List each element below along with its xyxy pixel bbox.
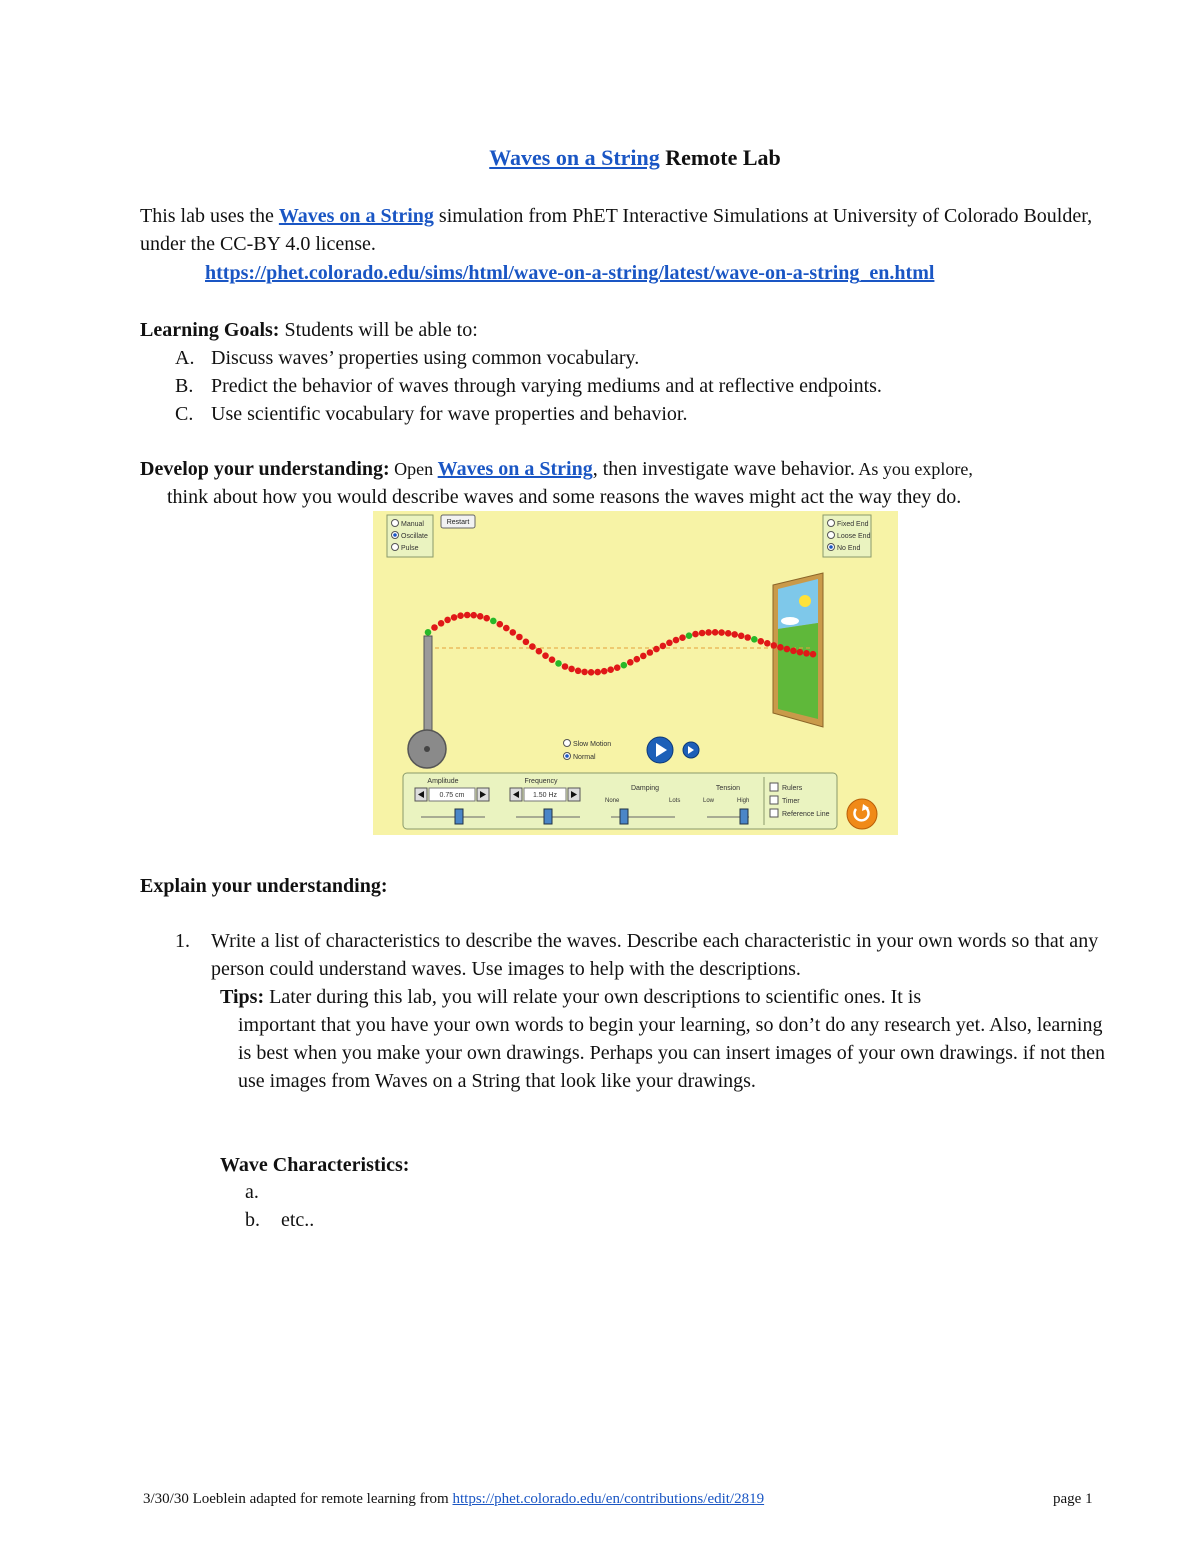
cloud-icon	[781, 617, 799, 625]
string-bead	[627, 659, 634, 666]
intro-pre: This lab uses the	[140, 205, 279, 227]
string-bead	[686, 632, 693, 639]
tips-rest: important that you have your own words to begin your learning, so don’t do any research yet. Also, learning is best when you make your own drawings. Perhaps you can insert images of your own drawings. if not then use images from Waves on a String that look like your drawings.	[238, 1014, 1106, 1092]
string-bead	[536, 648, 543, 655]
footer-text: 3/30/30 Loeblein adapted for remote learning from	[143, 1491, 453, 1507]
string-bead	[607, 666, 614, 673]
tips-block	[220, 983, 1120, 1095]
string-bead	[451, 614, 458, 621]
string-bead	[699, 630, 706, 637]
sun-icon	[799, 595, 811, 607]
end-radio-selected-dot	[829, 545, 833, 549]
string-bead	[731, 631, 738, 638]
string-bead	[744, 634, 751, 641]
tips-label: Tips:	[220, 986, 265, 1008]
string-bead	[438, 620, 445, 627]
string-bead	[647, 649, 654, 656]
question-text: Write a list of characteristics to describe the waves. Describe each characteristic in your own words so that any person could understand waves. Use images to help with the descriptions.	[211, 930, 1099, 980]
string-bead	[764, 640, 771, 647]
string-bead	[555, 660, 562, 667]
string-bead	[483, 615, 490, 622]
learning-goals-label: Learning Goals:	[140, 319, 280, 341]
string-bead	[588, 669, 595, 676]
title-rest: Remote Lab	[659, 145, 781, 170]
string-bead	[705, 629, 712, 636]
frequency-slider-thumb[interactable]	[544, 809, 552, 824]
string-bead	[523, 639, 530, 646]
string-bead	[718, 629, 725, 636]
string-bead	[673, 637, 680, 644]
string-bead	[542, 652, 549, 659]
string-bead	[562, 663, 569, 670]
mode-label-pulse: Pulse	[401, 545, 419, 552]
frequency-label: Frequency	[524, 778, 558, 785]
damping-label: Damping	[630, 785, 660, 792]
rulers-checkbox[interactable]	[770, 783, 778, 791]
develop-rest2: As you explore,	[854, 459, 973, 479]
end-radio-loose[interactable]	[828, 532, 835, 539]
oscillator-rod	[424, 636, 432, 736]
string-bead	[777, 644, 784, 651]
title-link[interactable]: Waves on a String	[489, 145, 660, 170]
string-bead	[738, 633, 745, 640]
tension-label: Tension	[715, 785, 741, 792]
string-bead	[457, 612, 464, 619]
wave-characteristic-a: a.	[245, 1181, 259, 1203]
item-text: etc..	[281, 1209, 315, 1231]
rulers-label: Rulers	[782, 785, 803, 792]
reset-all-button[interactable]	[847, 799, 877, 829]
string-bead	[470, 612, 477, 619]
damping-lots-label: Lots	[669, 798, 681, 804]
string-bead	[797, 649, 804, 656]
string-bead	[810, 651, 817, 658]
string-bead	[803, 650, 810, 657]
string-bead	[601, 668, 608, 675]
timer-checkbox[interactable]	[770, 796, 778, 804]
string-bead	[503, 625, 510, 632]
mode-radio-pulse[interactable]	[392, 544, 399, 551]
goal-item	[175, 372, 882, 400]
reference-line-label: Reference Line	[782, 811, 830, 818]
goal-letter: C.	[175, 403, 194, 425]
develop-section	[140, 455, 1130, 483]
develop-rest: , then investigate wave behavior.	[592, 458, 855, 480]
goal-letter: B.	[175, 375, 194, 397]
footer	[143, 1491, 764, 1508]
simulation-canvas	[373, 511, 898, 835]
amplitude-slider-thumb[interactable]	[455, 809, 463, 824]
wave-characteristic-b	[245, 1206, 314, 1234]
string-bead	[431, 624, 438, 631]
string-bead	[614, 664, 621, 671]
item-letter: b.	[245, 1209, 260, 1231]
mode-label-manual: Manual	[401, 521, 424, 528]
mode-label-oscillate: Oscillate	[401, 533, 428, 540]
end-label-fixed: Fixed End	[837, 521, 869, 528]
string-bead	[549, 656, 556, 663]
string-bead	[771, 642, 778, 649]
goal-text: Use scientific vocabulary for wave properties and behavior.	[211, 403, 688, 425]
mode-radio-manual[interactable]	[392, 520, 399, 527]
string-bead	[758, 638, 765, 645]
string-bead	[660, 643, 667, 650]
goal-text: Predict the behavior of waves through varying mediums and at reflective endpoints.	[211, 375, 882, 397]
learning-goals-intro: Students will be able to:	[279, 319, 478, 341]
intro-paragraph	[140, 202, 1100, 258]
string-bead	[640, 653, 647, 660]
amplitude-value: 0.75 cm	[439, 792, 465, 799]
goal-item	[175, 344, 639, 372]
string-bead	[529, 643, 536, 650]
restart-label: Restart	[446, 519, 470, 526]
string-bead	[425, 629, 432, 636]
wave-characteristics-label: Wave Characteristics:	[220, 1154, 410, 1176]
page-title	[0, 145, 1200, 171]
intro-sim-link[interactable]: Waves on a String	[278, 205, 434, 227]
tips-first-line: Later during this lab, you will relate your own descriptions to scientific ones. It is	[264, 986, 922, 1008]
end-label-loose: Loose End	[837, 533, 871, 540]
speed-label-slow: Slow Motion	[573, 741, 612, 748]
window-grass	[778, 623, 818, 719]
question-1	[175, 927, 1105, 983]
develop-label: Develop your understanding:	[140, 458, 390, 480]
damping-slider-thumb[interactable]	[620, 809, 628, 824]
string-bead	[790, 648, 797, 655]
speed-label-normal: Normal	[573, 754, 596, 761]
develop-sim-link[interactable]: Waves on a String	[437, 458, 593, 480]
end-radio-fixed[interactable]	[828, 520, 835, 527]
string-bead	[784, 646, 791, 653]
wheel-hub-icon	[424, 746, 430, 752]
speed-radio-slow[interactable]	[564, 740, 571, 747]
goal-letter: A.	[175, 347, 195, 369]
string-bead	[490, 618, 497, 625]
develop-open: Open	[389, 459, 438, 479]
page-number: page 1	[1053, 1491, 1093, 1507]
string-bead	[477, 613, 484, 620]
string-bead	[712, 629, 719, 636]
string-bead	[725, 630, 732, 637]
string-bead	[621, 662, 628, 669]
string-bead	[575, 668, 582, 675]
damping-none-label: None	[605, 798, 620, 804]
string-bead	[444, 617, 451, 624]
string-bead	[510, 629, 517, 636]
string-bead	[692, 631, 699, 638]
string-bead	[679, 634, 686, 641]
string-bead	[594, 669, 601, 676]
string-bead	[568, 666, 575, 673]
mode-radio-selected-dot	[393, 533, 397, 537]
string-bead	[516, 634, 523, 641]
goal-item	[175, 400, 687, 428]
string-bead	[581, 669, 588, 676]
reference-line-checkbox[interactable]	[770, 809, 778, 817]
develop-line2: think about how you would describe waves and some reasons the waves might act the way they do.	[167, 486, 962, 508]
end-label-no-end: No End	[837, 545, 861, 552]
tension-slider-thumb[interactable]	[740, 809, 748, 824]
learning-goals	[140, 316, 478, 344]
speed-radio-selected-dot	[565, 754, 569, 758]
tension-high-label: High	[737, 798, 750, 804]
explain-heading: Explain your understanding:	[140, 875, 388, 897]
footer-link[interactable]: https://phet.colorado.edu/en/contributions/edit/2819	[452, 1491, 765, 1507]
string-bead	[751, 636, 758, 643]
question-number: 1.	[175, 930, 190, 952]
string-bead	[653, 646, 660, 653]
timer-label: Timer	[782, 798, 800, 805]
string-bead	[666, 640, 673, 647]
sim-url-link[interactable]: https://phet.colorado.edu/sims/html/wave-on-a-string/latest/wave-on-a-string_en.html	[205, 262, 935, 284]
tension-low-label: Low	[703, 798, 715, 804]
frequency-value: 1.50 Hz	[532, 792, 558, 799]
string-bead	[497, 621, 504, 628]
string-bead	[634, 656, 641, 663]
intro-post: simulation from PhET Interactive Simulations at University of Colorado Boulder, under the CC-BY 4.0 license.	[140, 205, 1093, 255]
goal-text: Discuss waves’ properties using common vocabulary.	[211, 347, 640, 369]
simulation-screenshot	[373, 511, 898, 835]
string-bead	[464, 612, 471, 619]
amplitude-label: Amplitude	[427, 778, 459, 785]
